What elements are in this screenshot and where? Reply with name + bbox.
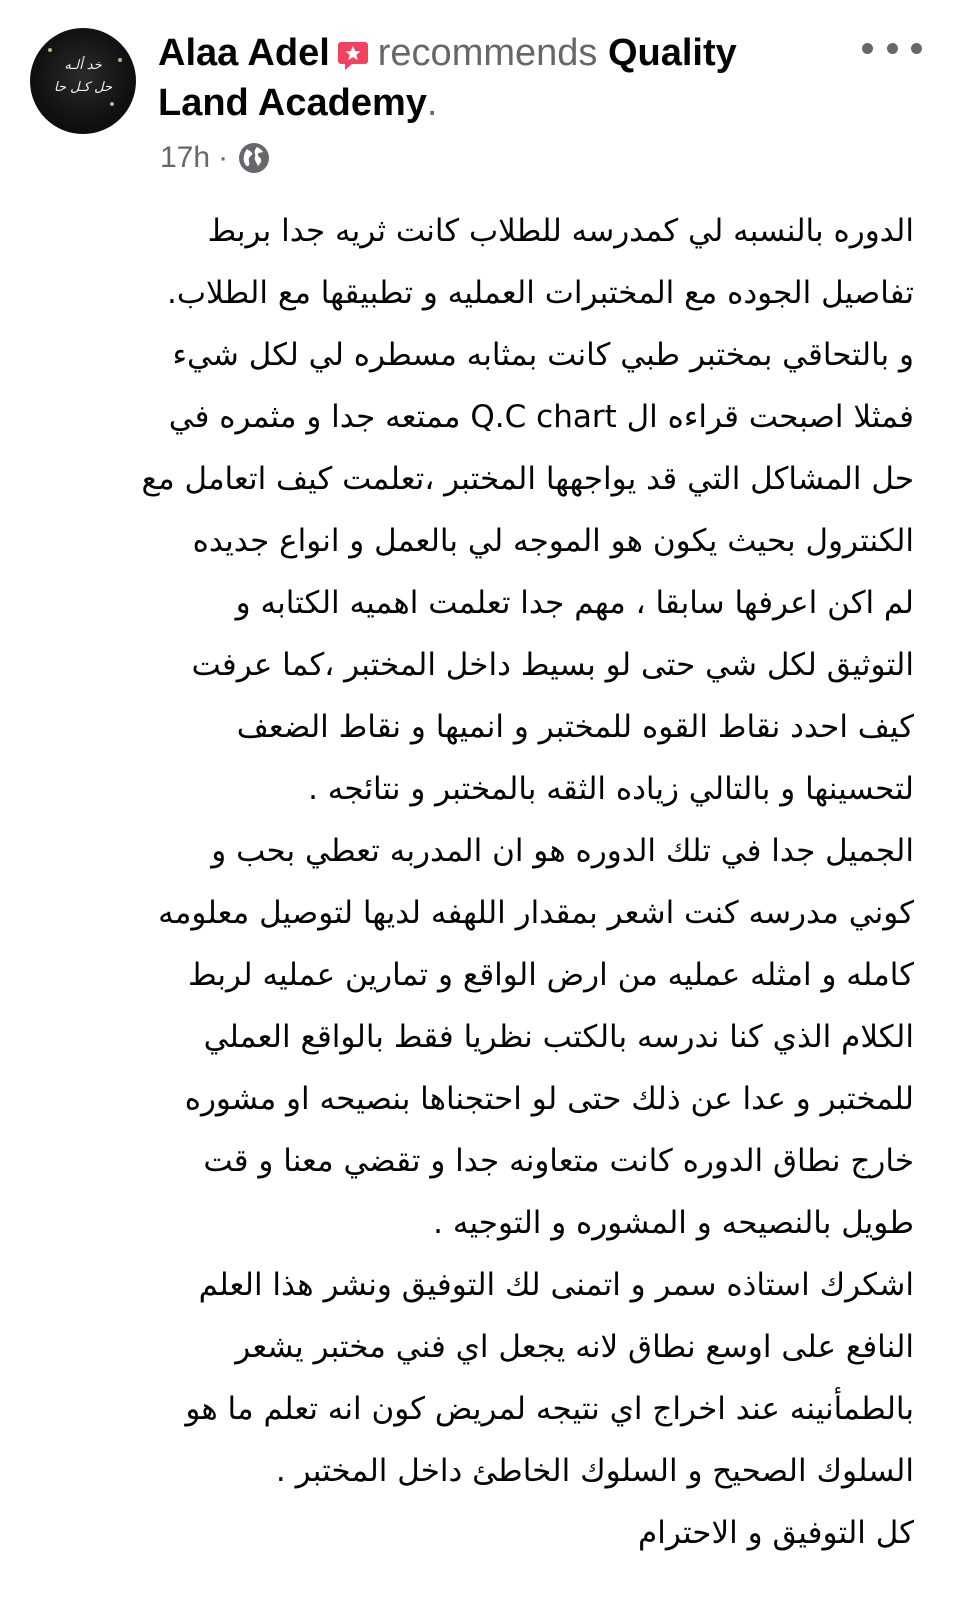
post-body-line: النافع على اوسع نطاق لانه يجعل اي فني مختبر يشعر — [235, 1329, 914, 1365]
post-meta — [160, 138, 270, 178]
post-body-line: الدوره بالنسبه لي كمدرسه للطلاب كانت ثريه جدا بربط — [207, 213, 914, 249]
post-body-line: الجميل جدا في تلك الدوره هو ان المدربه تعطي بحب و — [211, 833, 914, 869]
author-name[interactable]: Alaa Adel — [158, 32, 330, 74]
post-body-line: تفاصيل الجوده مع المختبرات العمليه و تطبيقها مع الطلاب. — [166, 275, 914, 311]
post-body-line: كوني مدرسه كنت اشعر بمقدار اللهفه لديها لتوصيل معلومه — [158, 895, 914, 931]
header-period: . — [426, 82, 438, 124]
recommend-star-icon — [336, 35, 370, 67]
post-body-line: خارج نطاق الدوره كانت متعاونه جدا و تقضي معنا و قت — [203, 1143, 914, 1179]
post-body-line: لم اكن اعرفها سابقا ، مهم جدا تعلمت اهميه الكتابه و — [235, 585, 914, 621]
post-body-line: كيف احدد نقاط القوه للمختبر و انميها و نقاط الضعف — [236, 709, 914, 745]
post-body-line: للمختبر و عدا عن ذلك حتى لو احتجناها بنصيحه او مشوره — [184, 1081, 914, 1117]
author-avatar[interactable] — [30, 28, 136, 134]
post-body-line: التوثيق لكل شي حتى لو بسيط داخل المختبر ،كما عرفت — [191, 647, 914, 683]
post-body-line: السلوك الصحيح و السلوك الخاطئ داخل المختبر . — [275, 1453, 914, 1489]
post-body-line: كل التوفيق و الاحترام — [638, 1515, 914, 1551]
post-body — [30, 200, 914, 1564]
avatar-sparkle — [48, 48, 52, 52]
post-body-line: كامله و امثله عمليه من ارض الواقع و تمارين عمليه لربط — [187, 957, 914, 993]
more-dot — [911, 43, 922, 54]
avatar-text-line2: حل كـل حا — [54, 80, 112, 95]
post-header — [158, 28, 838, 128]
post-body-line: اشكرك استاذه سمر و اتمنى لك التوفيق ونشر هذا العلم — [198, 1267, 914, 1303]
more-dot — [862, 43, 873, 54]
meta-separator: · — [218, 141, 229, 174]
post-body-line: طويل بالنصيحه و المشوره و التوجيه . — [433, 1205, 914, 1241]
post-body-line: حل المشاكل التي قد يواجهها المختبر ،تعلمت كيف اتعامل مع — [141, 461, 914, 497]
globe-icon[interactable] — [238, 142, 270, 174]
post-body-line: بالطمأنينه عند اخراج اي نتيجه لمريض كون انه تعلم ما هو — [185, 1391, 914, 1427]
avatar-sparkle — [110, 102, 114, 106]
page-name-rest: Land Academy — [158, 82, 427, 124]
post-body-line: فمثلا اصبحت قراءه ال Q.C chart ممتعه جدا و مثمره في — [168, 399, 914, 435]
recommends-verb: recommends — [377, 32, 598, 74]
post-timestamp[interactable]: 17h — [160, 141, 211, 174]
more-options-icon[interactable] — [862, 36, 922, 60]
post-body-line: و بالتحاقي بمختبر طبي كانت بمثابه مسطره لي لكل شيء — [172, 337, 914, 373]
more-dot — [887, 43, 898, 54]
post-body-line: الكلام الذي كنا ندرسه بالكتب نظريا فقط بالواقع العملي — [203, 1019, 914, 1055]
post-body-line: لتحسينها و بالتالي زياده الثقه بالمختبر و نتائجه . — [308, 771, 914, 807]
avatar-text-line1: خد ألـه — [64, 58, 102, 73]
post-body-line: الكنترول بحيث يكون هو الموجه لي بالعمل و انواع جديده — [192, 523, 914, 559]
page-name-first: Quality — [607, 32, 737, 74]
